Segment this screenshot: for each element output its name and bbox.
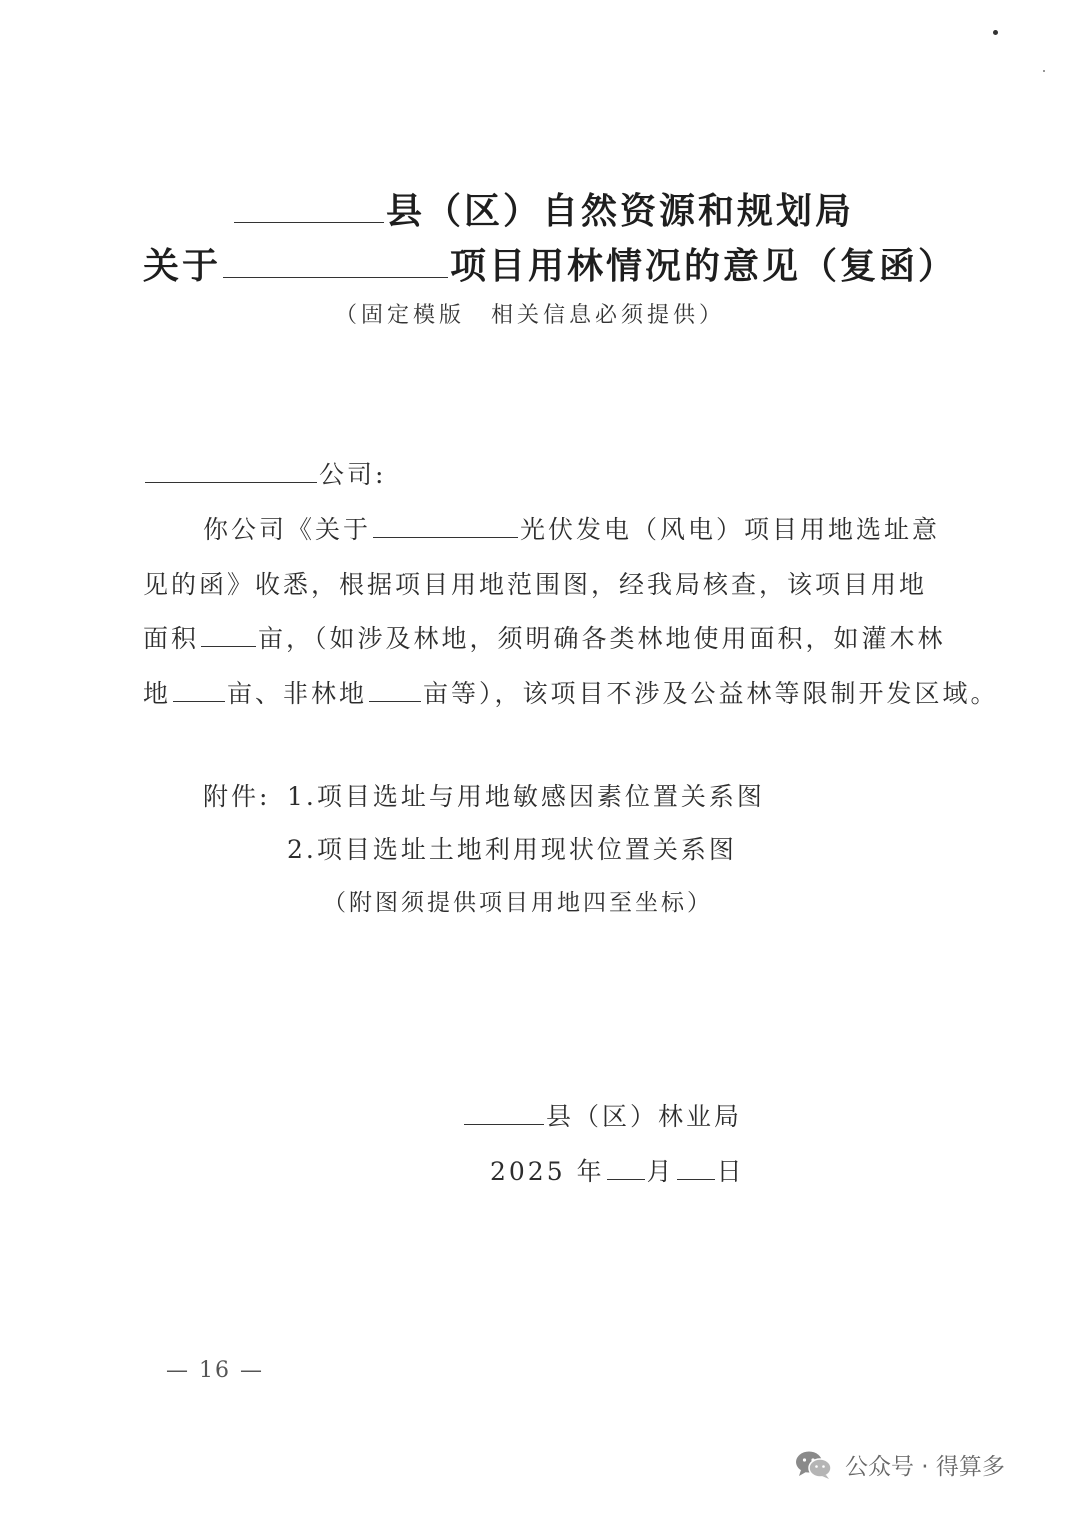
date-month-label: 月: [646, 1157, 675, 1186]
body-line-4-suffix: 亩等），该项目不涉及公益林等限制开发区域。: [423, 679, 999, 708]
county-blank: [234, 186, 384, 223]
attachment-note: （附图须提供项目用地四至坐标）: [323, 890, 713, 916]
signature-date: [490, 1152, 745, 1188]
date-day-label: 日: [716, 1157, 745, 1186]
nonforest-area-blank: [369, 676, 421, 702]
subtitle: （固定模版 相关信息必须提供）: [335, 303, 726, 328]
body-line-1: [203, 510, 940, 546]
salutation: [143, 455, 386, 491]
month-blank: [607, 1154, 645, 1180]
company-blank: [145, 457, 317, 483]
body-line-1-suffix: 光伏发电（风电）项目用地选址意: [520, 515, 941, 544]
date-year: 2025 年: [490, 1157, 605, 1186]
body-line-3: [143, 619, 946, 655]
body-line-1-prefix: 你公司《关于: [203, 515, 372, 544]
wechat-icon: [795, 1450, 833, 1480]
salutation-text: 公司:: [319, 460, 387, 489]
area-blank: [201, 621, 256, 647]
title-line-2: [143, 238, 957, 289]
body-line-3-prefix: 面积: [143, 624, 200, 653]
body-line-4-mid: 亩、非林地: [227, 679, 368, 708]
watermark-text: 公众号 · 得算多: [845, 1454, 1005, 1480]
project-name-blank: [223, 241, 448, 278]
title-line-2-suffix: 项目用林情况的意见（复函）: [450, 245, 958, 287]
watermark: [795, 1448, 1005, 1481]
day-blank: [677, 1154, 715, 1180]
attachments-label: 附件:: [203, 782, 271, 811]
attachment-item-1: 1.项目选址与用地敏感因素位置关系图: [287, 782, 765, 811]
signature-county-blank: [464, 1099, 544, 1125]
title-line-2-prefix: 关于: [143, 245, 222, 287]
shrub-area-blank: [173, 676, 225, 702]
scan-speck: [993, 30, 998, 35]
body-line-3-suffix: 亩，（如涉及林地，须明确各类林地使用面积，如灌木林: [258, 624, 946, 653]
body-line-4-prefix: 地: [143, 679, 172, 708]
attachment-item-2: 2.项目选址土地利用现状位置关系图: [287, 835, 737, 864]
scan-speck: [1043, 70, 1045, 72]
body-line-4: [143, 674, 999, 710]
signature-org-text: 县（区）林业局: [546, 1102, 743, 1131]
body-line-2: 见的函》收悉，根据项目用地范围图，经我局核查，该项目用地: [143, 570, 928, 599]
project-blank: [373, 512, 518, 538]
signature-org: [462, 1097, 742, 1133]
page-number: — 16 —: [166, 1358, 264, 1383]
title-line-1-text: 县（区）自然资源和规划局: [386, 190, 855, 232]
title-line-1: [232, 183, 854, 234]
